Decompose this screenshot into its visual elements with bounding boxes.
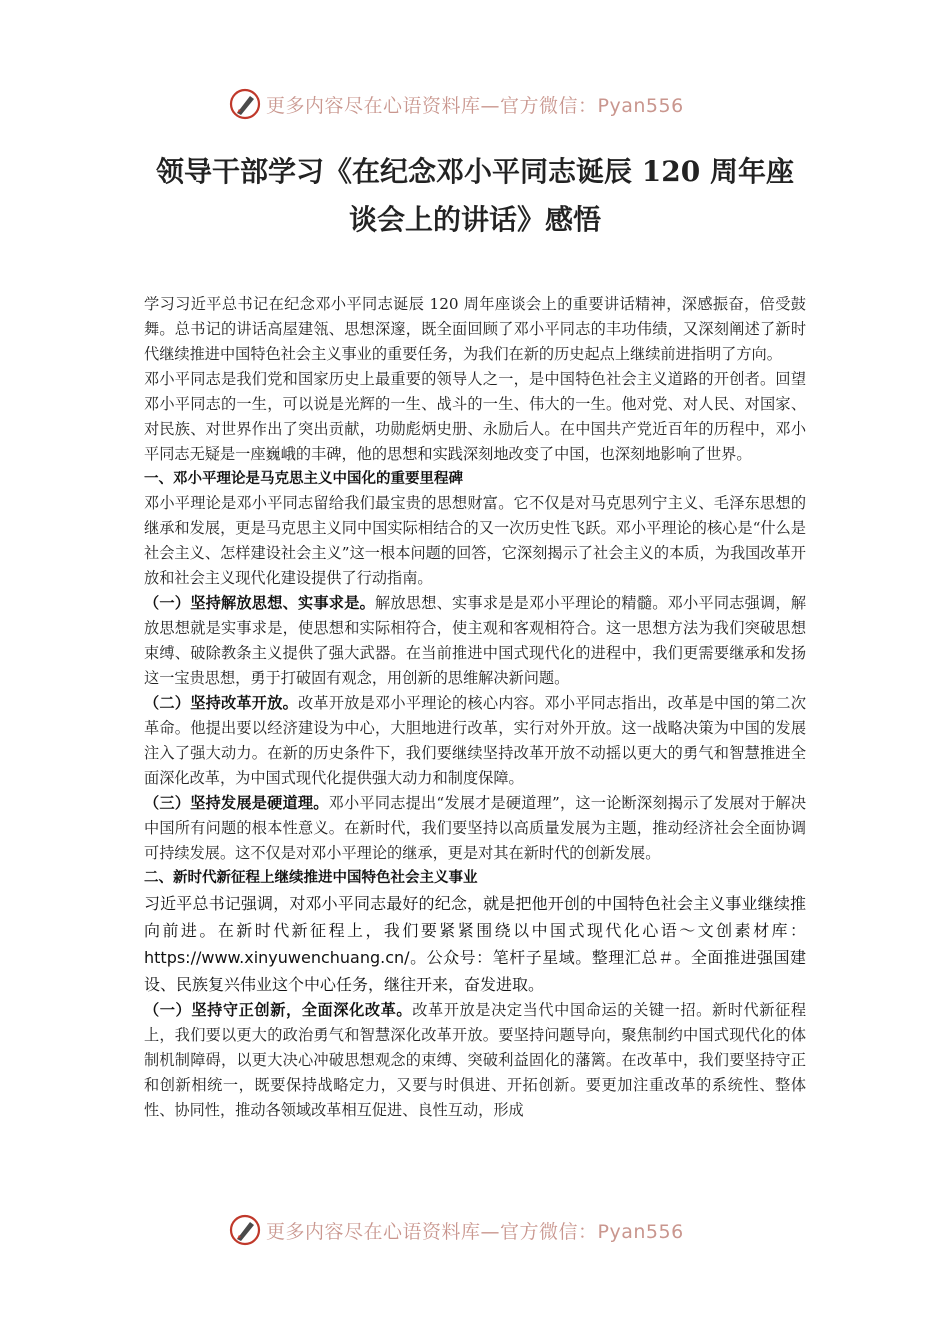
banner-text: 更多内容尽在心语资料库—官方微信：Pyan556: [266, 94, 684, 117]
paragraph-point-3: [144, 791, 806, 866]
paragraph-new-era: 习近平总书记强调，对邓小平同志最好的纪念，就是把他开创的中国特色社会主义事业继续推向前进。在新时代新征程上，我们要紧紧围绕以中国式现代化心语～文创素材库：https://www.xinyuwenchuang.cn/。公众号：笔杆子星域。整理汇总＃。全面推进强国建设、民族复兴伟业这个中心任务，继往开来，奋发进取。: [144, 894, 806, 994]
footer-banner: [228, 1210, 684, 1250]
section-heading-2: 二、新时代新征程上继续推进中国特色社会主义事业: [144, 870, 478, 886]
point-1-text: 解放思想、实事求是是邓小平理论的精髓。邓小平同志强调，解放思想就是实事求是，使思想和实际相符合，使主观和客观相符合。这一思想方法为我们突破思想束缚、破除教条主义提供了强大武器。在当前推进中国式现代化的进程中，我们更需要继承和发扬这一宝贵思想，勇于打破固有观念，用创新的思维解决新问题。: [144, 594, 807, 687]
pen-logo-icon: [228, 1213, 262, 1247]
pen-logo-icon: [228, 87, 262, 121]
section-heading-1: 一、邓小平理论是马克思主义中国化的重要里程碑: [144, 471, 463, 487]
paragraph-point-1: [144, 591, 806, 691]
header-banner: [228, 84, 684, 124]
point-2-lead: （二）坚持改革开放。: [144, 694, 299, 712]
point-2-text: 改革开放是邓小平理论的核心内容。邓小平同志指出，改革是中国的第二次革命。他提出要以经济建设为中心，大胆地进行改革，实行对外开放。这一战略决策为中国的发展注入了强大动力。在新的历史条件下，我们要继续坚持改革开放不动摇以更大的勇气和智慧推进全面深化改革，为中国式现代化提供强大动力和制度保障。: [144, 694, 807, 787]
page-title: [100, 148, 850, 244]
title-line-1: 领导干部学习《在纪念邓小平同志诞辰 120 周年座: [156, 155, 794, 188]
paragraph-point-4: [144, 998, 806, 1123]
article-body: [144, 292, 806, 1123]
point-3-text: 邓小平同志提出“发展才是硬道理”，这一论断深刻揭示了发展对于解决中国所有问题的根本性意义。在新时代，我们要坚持以高质量发展为主题，推动经济社会全面协调可持续发展。这不仅是对邓小平理论的继承，更是对其在新时代的创新发展。: [144, 794, 807, 862]
banner-text: 更多内容尽在心语资料库—官方微信：Pyan556: [266, 1220, 684, 1243]
paragraph-deng-theory: 邓小平理论是邓小平同志留给我们最宝贵的思想财富。它不仅是对马克思列宁主义、毛泽东思想的继承和发展，更是马克思主义同中国实际相结合的又一次历史性飞跃。邓小平理论的核心是“什么是社会主义、怎样建设社会主义”这一根本问题的回答，它深刻揭示了社会主义的本质，为我国改革开放和社会主义现代化建设提供了行动指南。: [144, 494, 806, 587]
title-line-2: 谈会上的讲话》感悟: [348, 203, 601, 236]
point-4-text: 改革开放是决定当代中国命运的关键一招。新时代新征程上，我们要以更大的政治勇气和智慧深化改革开放。要坚持问题导向，聚焦制约中国式现代化的体制机制障碍，以更大决心冲破思想观念的束缚、突破利益固化的藩篱。在改革中，我们要坚持守正和创新相统一，既要保持战略定力，又要与时俱进、开拓创新。要更加注重改革的系统性、整体性、协同性，推动各领域改革相互促进、良性互动，形成: [144, 1001, 807, 1119]
paragraph-deng-biography: 邓小平同志是我们党和国家历史上最重要的领导人之一，是中国特色社会主义道路的开创者。回望邓小平同志的一生，可以说是光辉的一生、战斗的一生、伟大的一生。他对党、对人民、对国家、对民族、对世界作出了突出贡献，功勋彪炳史册、永励后人。在中国共产党近百年的历程中，邓小平同志无疑是一座巍峨的丰碑，他的思想和实践深刻地改变了中国，也深刻地影响了世界。: [144, 370, 806, 463]
point-1-lead: （一）坚持解放思想、实事求是。: [144, 594, 376, 612]
point-4-lead: （一）坚持守正创新，全面深化改革。: [144, 1001, 413, 1019]
paragraph-intro: 学习习近平总书记在纪念邓小平同志诞辰 120 周年座谈会上的重要讲话精神，深感振奋，倍受鼓舞。总书记的讲话高屋建瓴、思想深邃，既全面回顾了邓小平同志的丰功伟绩，又深刻阐述了新时代继续推进中国特色社会主义事业的重要任务，为我们在新的历史起点上继续前进指明了方向。: [144, 295, 806, 363]
point-3-lead: （三）坚持发展是硬道理。: [144, 794, 329, 812]
paragraph-point-2: [144, 691, 806, 791]
